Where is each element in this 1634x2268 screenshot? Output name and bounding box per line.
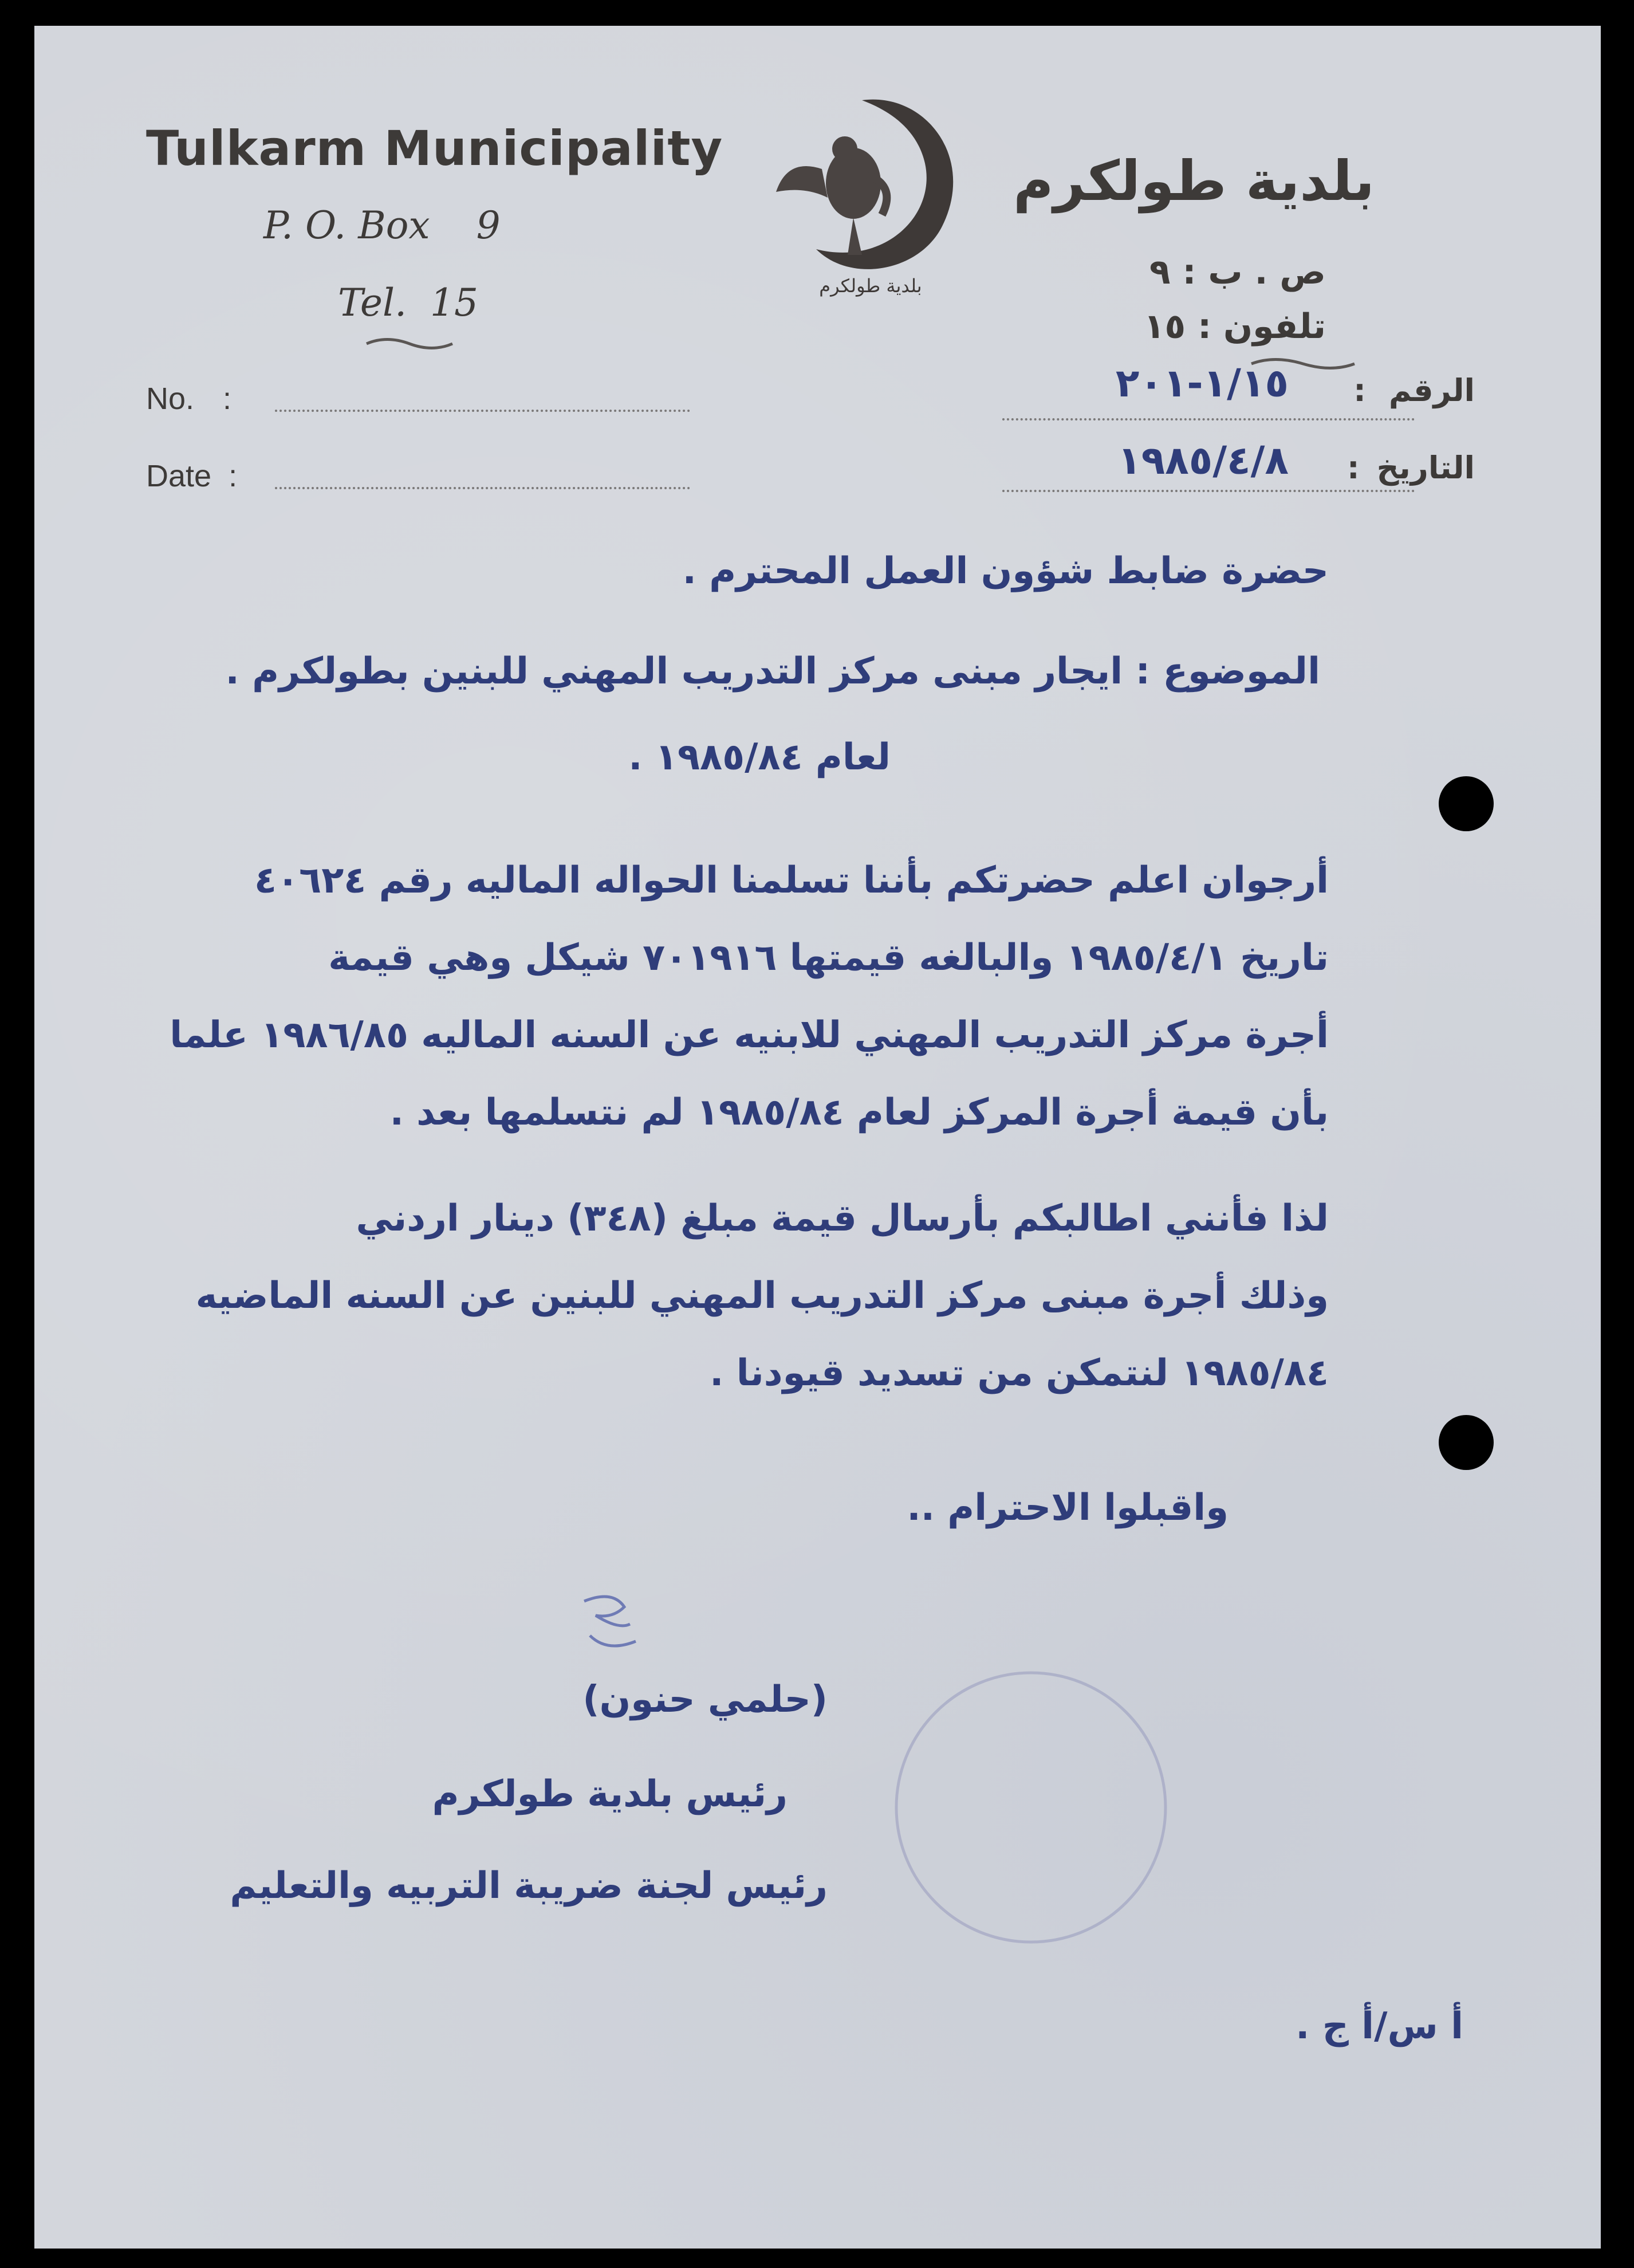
no-label-text: No. xyxy=(146,382,195,416)
arabic-phone: تلفون : ١٥ xyxy=(1143,306,1326,347)
english-pobox xyxy=(263,203,501,247)
handwritten-initial xyxy=(561,1584,653,1670)
faint-stamp xyxy=(882,1658,1180,1956)
closing: واقبلوا الاحترام .. xyxy=(907,1487,1229,1529)
date-label-ar: التاريخ: xyxy=(1347,450,1475,486)
para1-line-2: تاريخ ١٩٨٥/٤/١ والبالغه قيمتها ٧٠١٩١٦ شيكل وهي قيمة xyxy=(328,937,1329,979)
date-dotted-line-ar xyxy=(1002,490,1415,492)
punch-hole-bottom xyxy=(1439,1415,1494,1470)
signatory-title-2: رئيس لجنة ضريبة التربيه والتعليم xyxy=(230,1865,828,1907)
typist-initials: أ س/أ ج . xyxy=(1296,2005,1463,2047)
tel-value: 15 xyxy=(430,281,479,325)
para2-line-3: ١٩٨٥/٨٤ لنتمكن من تسديد قيودنا . xyxy=(710,1352,1329,1394)
pobox-value: 9 xyxy=(476,203,501,247)
english-tel xyxy=(338,281,478,325)
date-dotted-line xyxy=(275,487,690,489)
date-label: Date : xyxy=(146,459,238,493)
subject-line-2: لعام ١٩٨٥/٨٤ . xyxy=(628,736,891,779)
ornament-swash-left xyxy=(364,332,455,355)
para2-line-1: لذا فأنني اطالبكم بأرسال قيمة مبلغ (٣٤٨) دينار اردني xyxy=(356,1197,1329,1240)
para1-line-1: أرجوان اعلم حضرتكم بأننا تسلمنا الحواله الماليه رقم ٤٠٦٢٤ xyxy=(254,859,1329,902)
para1-line-4: بأن قيمة أجرة المركز لعام ١٩٨٥/٨٤ لم نتسلمها بعد . xyxy=(389,1091,1329,1134)
signatory-name: (حلمي حنون) xyxy=(582,1679,828,1721)
para2-line-2: وذلك أجرة مبنى مركز التدريب المهني للبنين عن السنه الماضيه xyxy=(195,1275,1329,1317)
ref-dotted-line xyxy=(1002,418,1415,420)
date-value-typed: ١٩٨٥/٤/٨ xyxy=(1117,438,1289,484)
date-label-ar-text: التاريخ xyxy=(1376,450,1475,486)
tel-label: Tel. xyxy=(338,281,407,325)
no-dotted-line xyxy=(275,410,690,412)
para1-line-3: أجرة مركز التدريب المهني للابنيه عن السنه الماليه ١٩٨٦/٨٥ علما xyxy=(170,1014,1329,1056)
logo-caption: بلدية طولكرم xyxy=(819,275,922,297)
english-municipality-name: Tulkarm Municipality xyxy=(146,120,723,176)
signatory-title-1: رئيس بلدية طولكرم xyxy=(432,1773,788,1815)
municipality-logo xyxy=(753,89,982,306)
letter-page xyxy=(34,26,1601,2249)
arabic-pobox: ص . ب : ٩ xyxy=(1149,252,1326,292)
no-label: No. : xyxy=(146,382,232,416)
arabic-municipality-name: بلدية طولكرم xyxy=(1013,149,1375,213)
subject-line-1: الموضوع : ايجار مبنى مركز التدريب المهني للبنين بطولكرم . xyxy=(225,650,1320,693)
ref-label-ar-text: الرقم xyxy=(1388,372,1475,408)
date-label-text: Date xyxy=(146,459,212,493)
punch-hole-top xyxy=(1439,776,1494,831)
pobox-label: P. O. Box xyxy=(263,203,430,247)
ref-number-handwritten: ١/١٥-٢٠١ xyxy=(1115,361,1289,406)
ref-label-ar: الرقم: xyxy=(1353,372,1475,408)
addressee: حضرة ضابط شؤون العمل المحترم . xyxy=(682,550,1329,592)
